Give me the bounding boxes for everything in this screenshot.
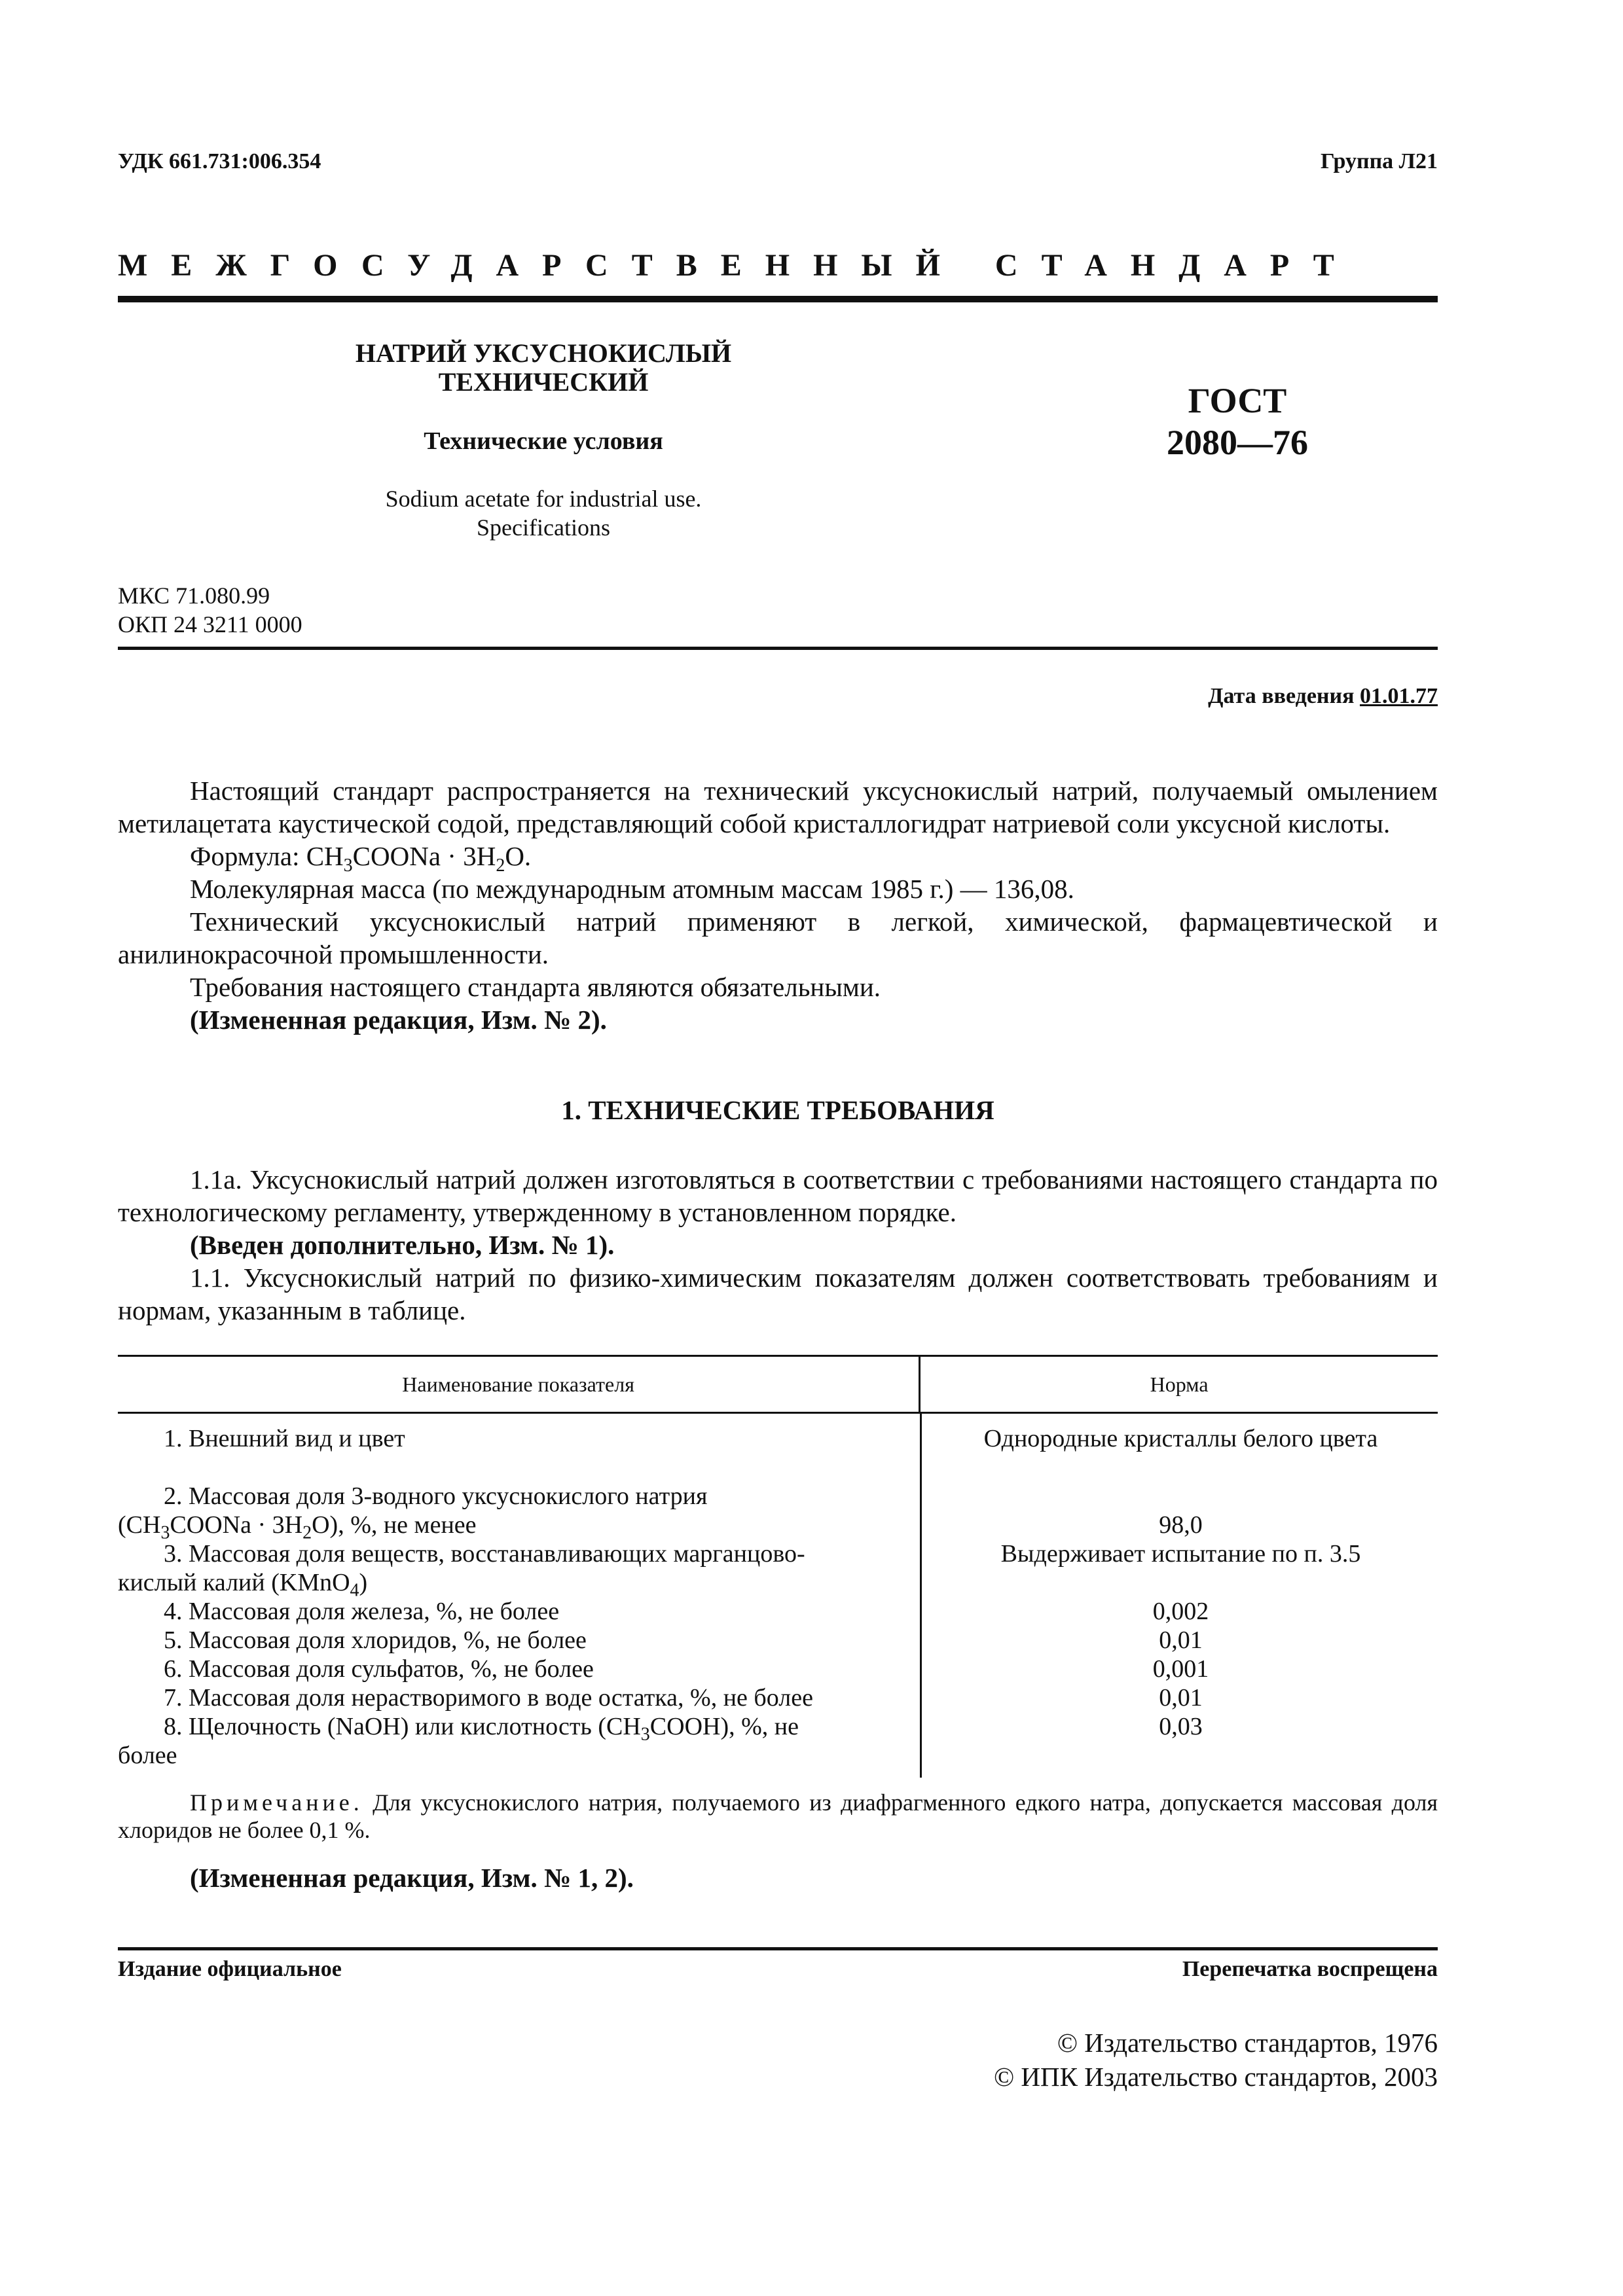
table-row: 3. Массовая доля веществ, восстанавливающих марганцово- кислый калий (KMnO$_4$)	[118, 1540, 805, 1601]
banner-rule	[118, 296, 1438, 302]
formula: Формула: $CH_3COONa \cdot 3H_2O$.	[190, 841, 532, 876]
table-row: 5. Массовая доля хлоридов, %, не более	[164, 1626, 587, 1654]
copyright-1976: © Издательство стандартов, 1976	[1057, 2028, 1438, 2058]
table-names-column	[118, 1414, 922, 1778]
table-cell: 0,01	[1159, 1684, 1203, 1712]
english-title: Sodium acetate for industrial use. Specifications	[385, 486, 702, 541]
table-cell: Выдерживает испытание по п. 3.5	[1000, 1540, 1361, 1568]
title-line-1: НАТРИЙ УКСУСНОКИСЛЫЙ	[355, 338, 732, 368]
table-header	[118, 1355, 1438, 1414]
revision-note-2: (Измененная редакция, Изм. № 1, 2).	[190, 1863, 634, 1893]
note-label: Примечание.	[190, 1789, 363, 1816]
official-edition: Издание официальное	[118, 1957, 342, 1981]
okp-code: ОКП 24 3211 0000	[118, 611, 302, 637]
clause-1-1: 1.1. Уксуснокислый натрий по физико-химическим показателям должен соответствовать требованиям и нормам, указанным в таблице.	[118, 1263, 1438, 1325]
requirements-table	[118, 1355, 1438, 1778]
title-block	[288, 339, 799, 542]
effective-date: Дата введения 01.01.77	[1208, 684, 1438, 708]
table-cell: 0,01	[1159, 1626, 1203, 1654]
table-header-name: Наименование показателя	[118, 1357, 921, 1412]
table-body	[118, 1414, 1438, 1778]
standard-banner: МЕЖГОСУДАРСТВЕННЫЙ СТАНДАРТ	[118, 248, 1358, 283]
effective-date-value: 01.01.77	[1360, 684, 1438, 708]
title-subtitle: Технические условия	[424, 427, 663, 455]
table-cell: 0,002	[1152, 1598, 1209, 1625]
classification-codes	[118, 581, 302, 639]
table-note	[118, 1789, 1438, 1844]
molecular-mass: Молекулярная масса (по международным атомным массам 1985 г.) — 136,08.	[190, 874, 1074, 904]
udk-code: УДК 661.731:006.354	[118, 149, 321, 173]
table-norms-column	[922, 1414, 1440, 1778]
group-code: Группа Л21	[1321, 149, 1438, 173]
table-row: 1. Внешний вид и цвет	[164, 1425, 405, 1452]
gost-number: ГОСТ 2080—76	[1167, 381, 1308, 462]
mks-code: МКС 71.080.99	[118, 583, 270, 609]
section-text	[118, 1163, 1438, 1327]
mandatory-note: Требования настоящего стандарта являются обязательными.	[190, 972, 881, 1002]
copyright	[994, 2026, 1438, 2094]
title-line-2: ТЕХНИЧЕСКИЙ	[438, 367, 649, 397]
codes-rule	[118, 647, 1438, 650]
section-heading: 1. ТЕХНИЧЕСКИЕ ТРЕБОВАНИЯ	[561, 1095, 994, 1125]
table-row: 6. Массовая доля сульфатов, %, не более	[164, 1655, 594, 1683]
intro-text	[118, 774, 1438, 1036]
table-cell: 98,0	[1159, 1511, 1203, 1539]
table-header-norm: Норма	[1150, 1372, 1209, 1396]
usage-paragraph: Технический уксуснокислый натрий применяют в легкой, химической, фармацевтической и анилинокрасочной промышленности.	[118, 906, 1438, 969]
table-row: 2. Массовая доля 3-водного уксуснокислого натрия $(CH_3COONa \cdot 3H_2O)$, %, не менее	[118, 1482, 708, 1543]
table-row: 8. Щелочность (NaOH) или кислотность $(CH_3COOH)$, %, не более	[118, 1713, 799, 1769]
copyright-2003: © ИПК Издательство стандартов, 2003	[993, 2062, 1438, 2092]
intro-paragraph: Настоящий стандарт распространяется на технический уксуснокислый натрий, получаемый омылением метилацетата каустической содой, представляющий собой кристаллогидрат натриевой соли уксусной кислоты.	[118, 776, 1438, 838]
table-row: 7. Массовая доля нерастворимого в воде остатка, %, не более	[164, 1684, 813, 1712]
reprint-prohibited: Перепечатка воспрещена	[1182, 1957, 1438, 1981]
clause-1-1a: 1.1а. Уксуснокислый натрий должен изготовляться в соответствии с требованиями настоящего стандарта по технологическому регламенту, утвержденному в установленном порядке.	[118, 1164, 1438, 1227]
footer-rule	[118, 1947, 1438, 1950]
table-row: 4. Массовая доля железа, %, не более	[164, 1598, 560, 1625]
table-cell: 0,03	[1159, 1713, 1203, 1740]
note-text: Для уксуснокислого натрия, получаемого из диафрагменного едкого натра, допускается массовая доля хлоридов не более 0,1 %.	[118, 1789, 1438, 1843]
revision-note: (Измененная редакция, Изм. № 2).	[190, 1005, 607, 1035]
table-cell: 0,001	[1152, 1655, 1209, 1683]
introduced-note: (Введен дополнительно, Изм. № 1).	[190, 1230, 615, 1260]
table-cell: Однородные кристаллы белого цвета	[983, 1425, 1378, 1452]
